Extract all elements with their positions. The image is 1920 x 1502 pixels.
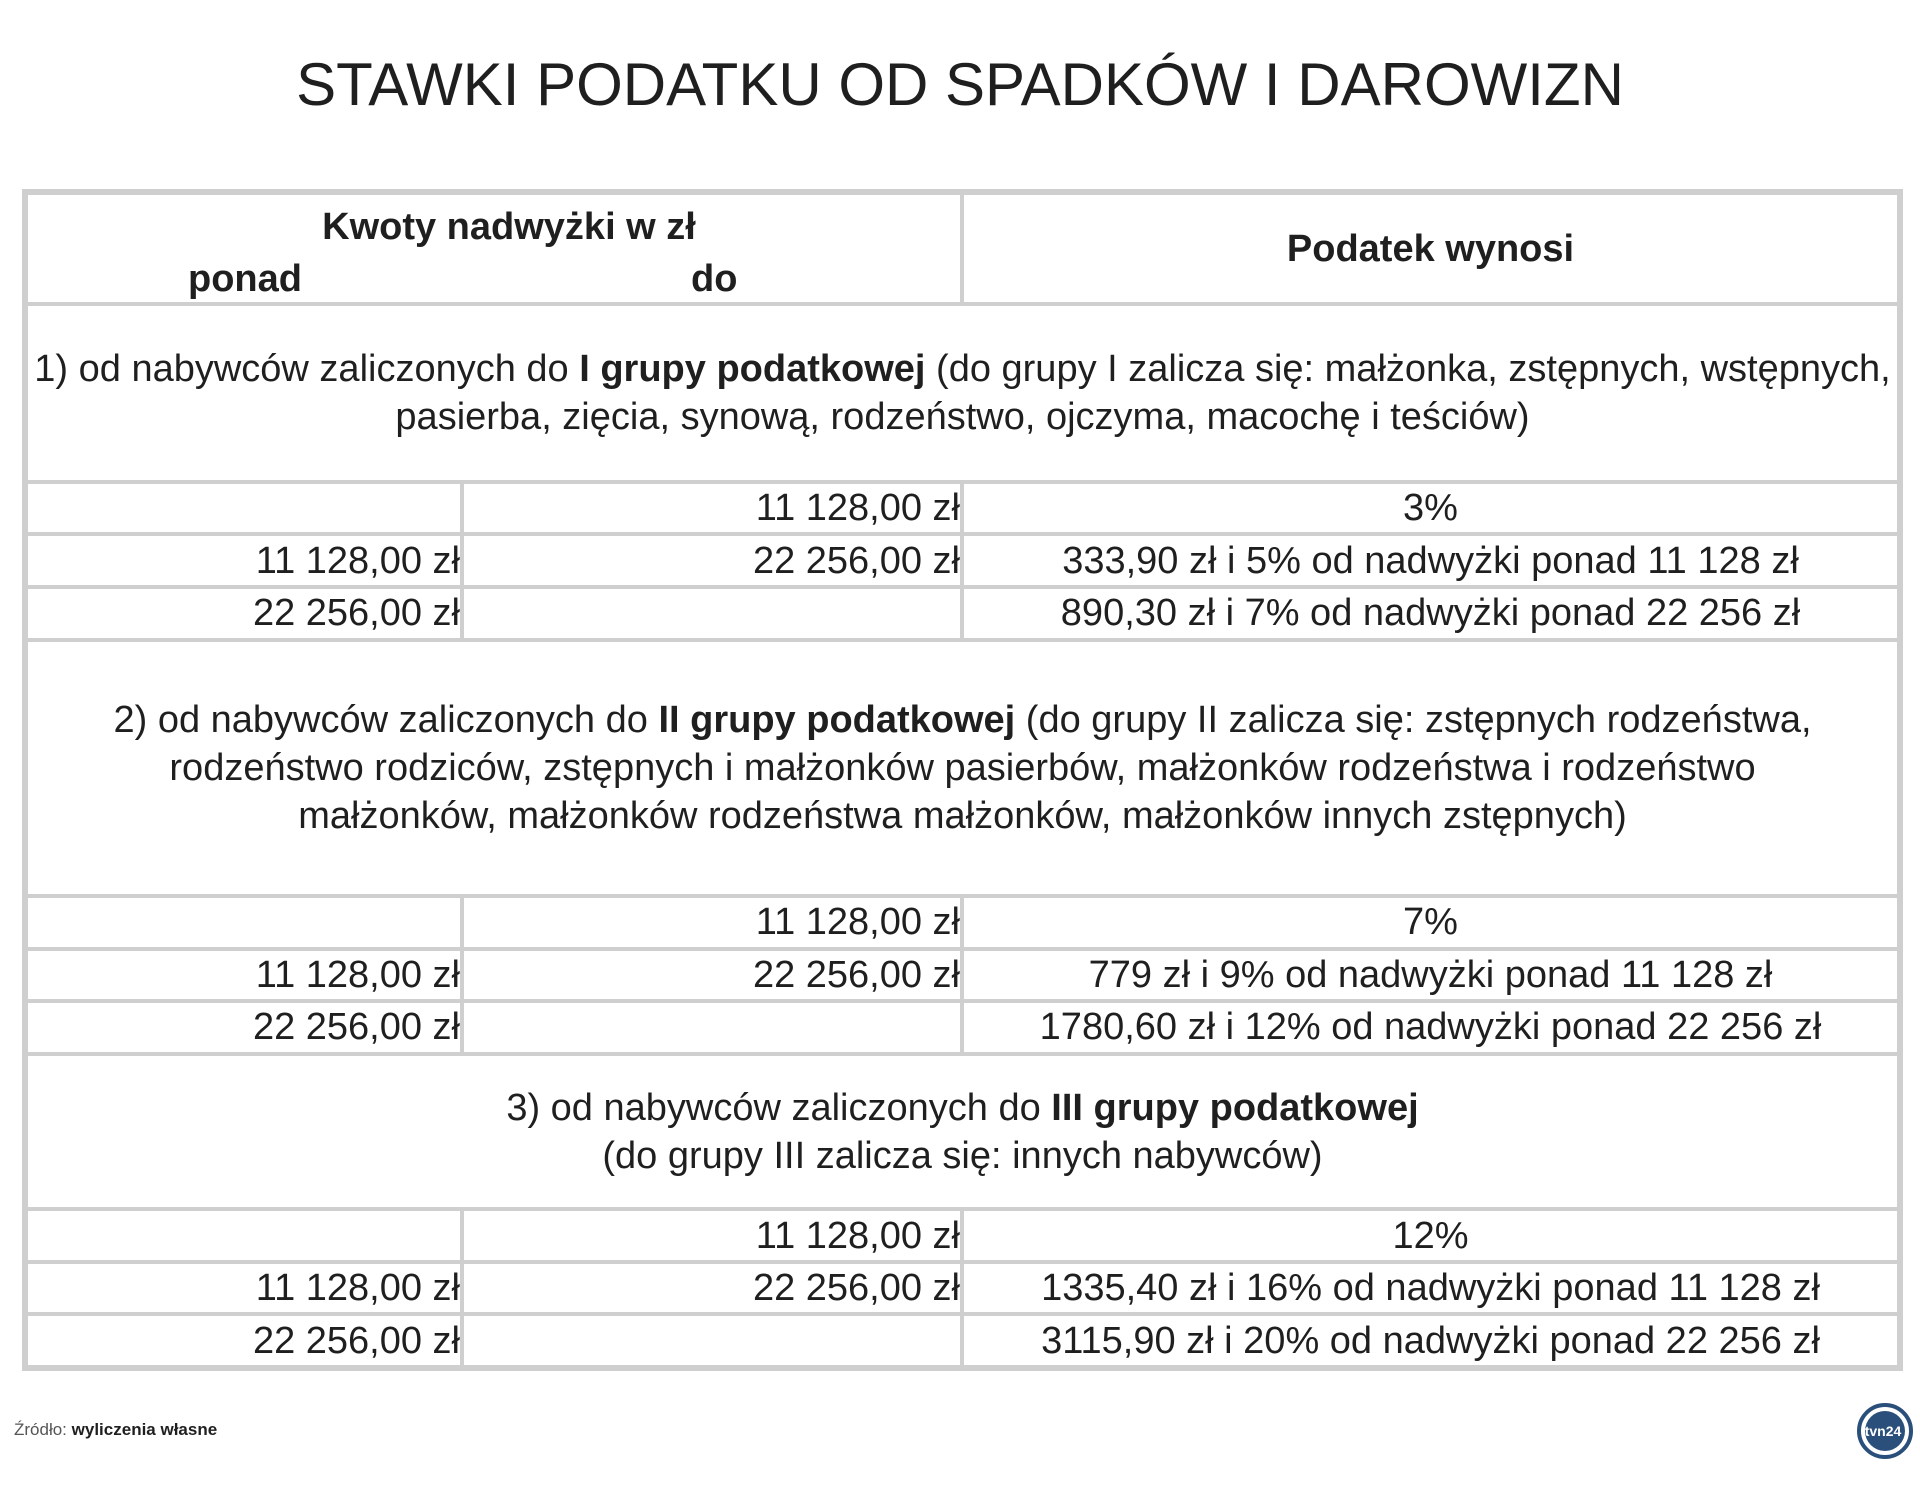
from-cell	[25, 1209, 462, 1262]
table-row	[25, 534, 1900, 587]
tax-cell: 3%	[962, 482, 1900, 535]
group-desc-pre: 1) od nabywców zaliczonych do	[34, 348, 580, 391]
table-row	[25, 587, 1900, 640]
logo-text: tvn24	[1864, 1423, 1902, 1439]
from-cell: 22 256,00 zł	[25, 1314, 462, 1368]
group-desc-post: (do grupy III zalicza się: innych nabywców)	[602, 1134, 1323, 1177]
table-row	[25, 482, 1900, 535]
to-cell: 11 128,00 zł	[462, 482, 962, 535]
source-label: Źródło:	[14, 1420, 67, 1439]
group-description	[25, 1054, 1900, 1210]
source-value: wyliczenia własne	[71, 1420, 218, 1439]
tax-column-label: Podatek wynosi	[962, 192, 1900, 304]
from-cell	[25, 896, 462, 949]
to-cell: 11 128,00 zł	[462, 896, 962, 949]
tvn24-logo-icon	[1856, 1402, 1914, 1460]
to-cell: 22 256,00 zł	[462, 1262, 962, 1315]
to-column-label: do	[691, 258, 738, 300]
tax-cell: 12%	[962, 1209, 1900, 1262]
to-cell	[462, 1001, 962, 1054]
from-cell	[25, 482, 462, 535]
tax-cell: 7%	[962, 896, 1900, 949]
tax-cell: 890,30 zł i 7% od nadwyżki ponad 22 256 zł	[962, 587, 1900, 640]
group-desc-pre: 3) od nabywców zaliczonych do	[506, 1086, 1052, 1129]
to-cell: 11 128,00 zł	[462, 1209, 962, 1262]
from-cell: 22 256,00 zł	[25, 587, 462, 640]
page-title: STAWKI PODATKU OD SPADKÓW I DAROWIZN	[296, 51, 1624, 118]
group-desc-bold: III grupy podatkowej	[1051, 1086, 1419, 1129]
group-description	[25, 640, 1900, 897]
group-description-row	[25, 1054, 1900, 1210]
tax-cell: 3115,90 zł i 20% od nadwyżki ponad 22 256 zł	[962, 1314, 1900, 1368]
from-cell: 22 256,00 zł	[25, 1001, 462, 1054]
table-row	[25, 1262, 1900, 1315]
tax-cell: 779 zł i 9% od nadwyżki ponad 11 128 zł	[962, 949, 1900, 1002]
to-cell: 22 256,00 zł	[462, 534, 962, 587]
from-cell: 11 128,00 zł	[25, 1262, 462, 1315]
table-row	[25, 1209, 1900, 1262]
source-note	[14, 1420, 217, 1440]
group-description-row	[25, 640, 1900, 897]
amounts-header-label: Kwoty nadwyżki w zł	[322, 206, 696, 248]
to-cell	[462, 1314, 962, 1368]
group-description-row	[25, 304, 1900, 482]
tax-cell: 1335,40 zł i 16% od nadwyżki ponad 11 128 zł	[962, 1262, 1900, 1315]
table-row	[25, 896, 1900, 949]
to-cell: 22 256,00 zł	[462, 949, 962, 1002]
to-cell	[462, 587, 962, 640]
group-desc-post: (do grupy I zalicza się: małżonka, zstępnych, wstępnych, pasierba, zięcia, synową, rodzeństwo, ojczyma, macochę i teściów)	[395, 348, 1891, 439]
from-cell: 11 128,00 zł	[25, 534, 462, 587]
group-desc-pre: 2) od nabywców zaliczonych do	[113, 698, 659, 741]
tax-cell: 333,90 zł i 5% od nadwyżki ponad 11 128 zł	[962, 534, 1900, 587]
table-row	[25, 1001, 1900, 1054]
group-description	[25, 304, 1900, 482]
from-cell: 11 128,00 zł	[25, 949, 462, 1002]
tax-rates-table	[22, 189, 1903, 1371]
tax-cell: 1780,60 zł i 12% od nadwyżki ponad 22 256 zł	[962, 1001, 1900, 1054]
group-desc-bold: I grupy podatkowej	[579, 348, 926, 391]
table-row	[25, 1314, 1900, 1368]
group-desc-bold: II grupy podatkowej	[658, 698, 1016, 741]
from-column-label: ponad	[188, 258, 302, 300]
group-desc-post: (do grupy II zalicza się: zstępnych rodzeństwa, rodzeństwo rodziców, zstępnych i małżonków pasierbów, małżonków rodzeństwa i rodzeństwo małżonków, małżonków rodzeństwa małżonków, małżonków innych zstępnych)	[169, 698, 1812, 837]
table-header-row	[25, 192, 1900, 304]
table-row	[25, 949, 1900, 1002]
amounts-header-cell	[25, 192, 962, 304]
